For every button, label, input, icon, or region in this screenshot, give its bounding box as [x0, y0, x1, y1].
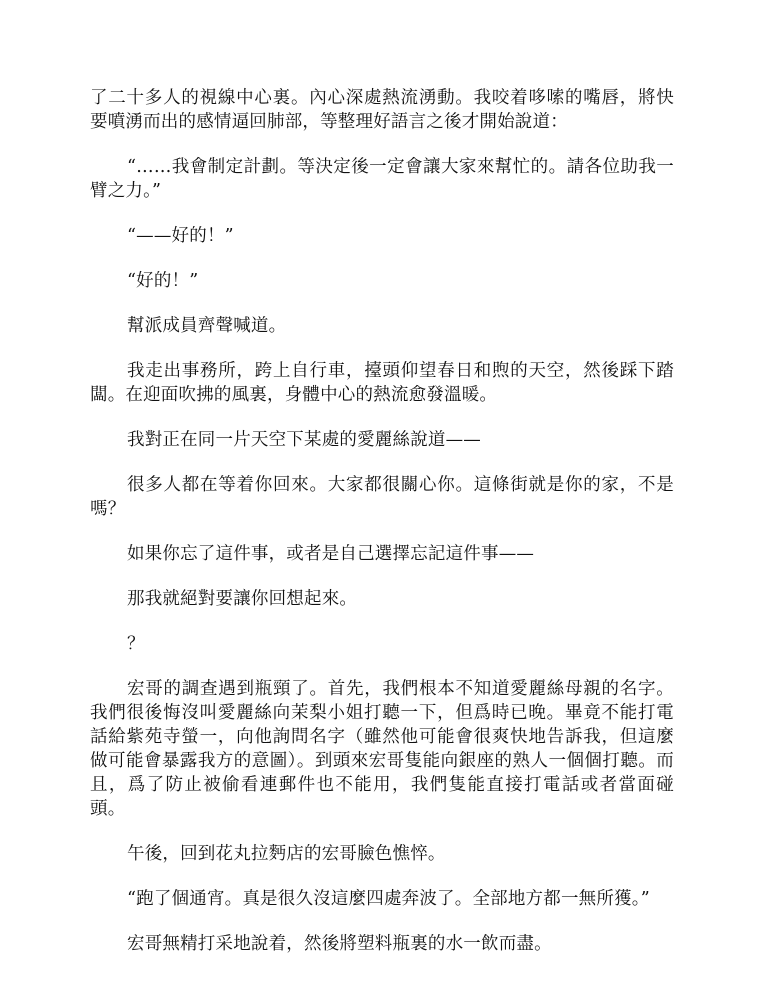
- paragraph-10: 那我就絕對要讓你回想起來。: [127, 589, 358, 609]
- paragraph-1: 了二十多人的視線中心裏。內心深處熱流湧動。我咬着哆嗦的嘴唇，將快要噴湧而出的感情逼回肺部，等整理好語言之後才開始說道：: [90, 88, 674, 132]
- paragraph-7: 我對正在同一片天空下某處的愛麗絲說道——: [127, 430, 481, 450]
- paragraph-14: 宏哥無精打采地說着，然後將塑料瓶裏的水一飲而盡。: [127, 934, 552, 954]
- paragraph-8: 很多人都在等着你回來。大家都很關心你。這條街就是你的家，不是嗎？: [90, 475, 674, 519]
- paragraph-3: “——好的！”: [127, 226, 234, 246]
- document-page: [90, 86, 674, 977]
- paragraph-2: “……我會制定計劃。等決定後一定會讓大家來幫忙的。請各位助我一臂之力。”: [90, 157, 674, 201]
- paragraph-4: “好的！”: [127, 271, 199, 291]
- paragraph-6: 我走出事務所，跨上自行車，擡頭仰望春日和煦的天空，然後踩下踏闆。在迎面吹拂的風裏，身體中心的熱流愈發溫暖。: [90, 361, 674, 405]
- scene-break-mark: ？: [127, 634, 145, 654]
- paragraph-11: 宏哥的調查遇到瓶頸了。首先，我們根本不知道愛麗絲母親的名字。我們很後悔沒叫愛麗絲向茉梨小姐打聽一下，但爲時已晚。畢竟不能打電話給紫苑寺螢一，向他詢問名字（雖然他可能會很爽快地告訴我，但這麼做可能會暴露我方的意圖）。到頭來宏哥隻能向銀座的熟人一個個打聽。而且，爲了防止被偷看連郵件也不能用，我們隻能直接打電話或者當面碰頭。: [90, 679, 674, 819]
- paragraph-12: 午後，回到花丸拉麪店的宏哥臉色憔悴。: [127, 844, 446, 864]
- paragraph-5: 幫派成員齊聲喊道。: [127, 316, 287, 336]
- paragraph-13: “跑了個通宵。真是很久沒這麼四處奔波了。全部地方都一無所獲。”: [127, 889, 650, 909]
- paragraph-9: 如果你忘了這件事，或者是自己選擇忘記這件事——: [127, 544, 535, 564]
